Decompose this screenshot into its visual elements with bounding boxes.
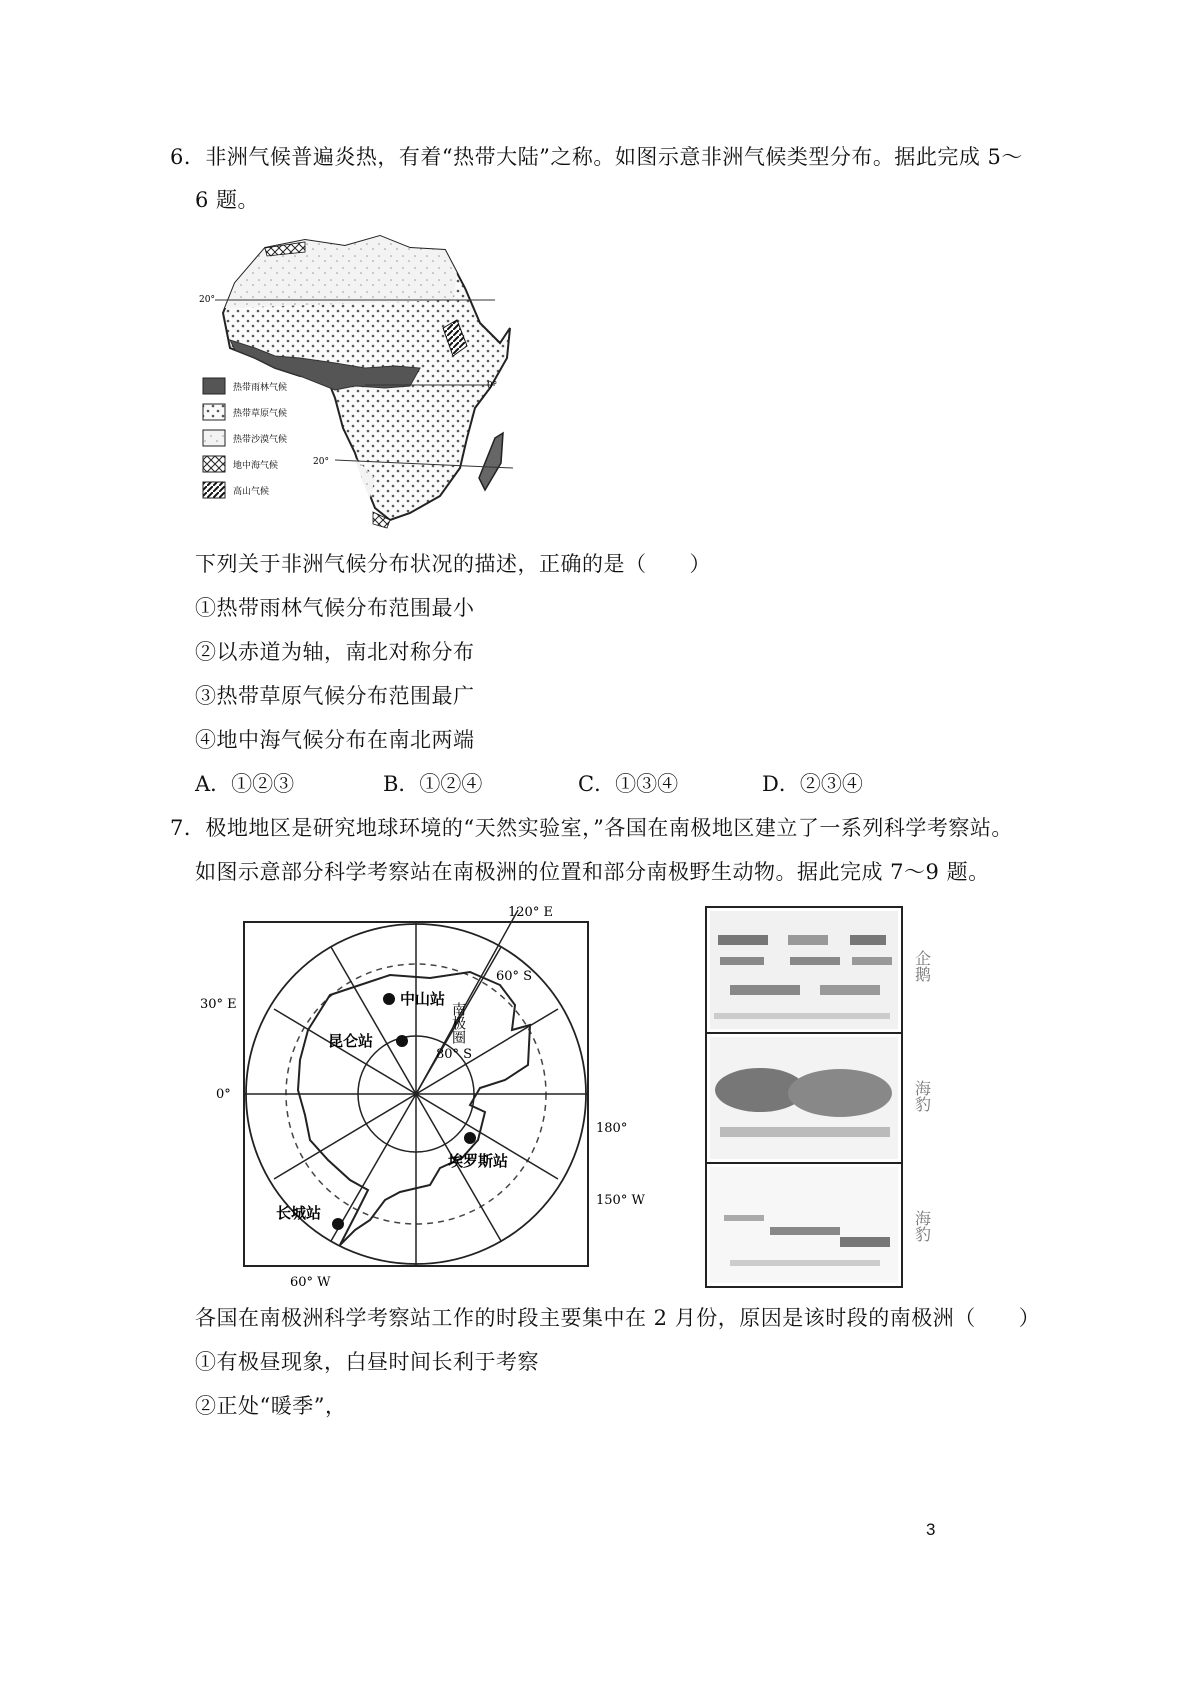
q7-statement-1: ①有极昼现象，白昼时间长利于考察 bbox=[195, 1350, 539, 1374]
station-ross-dot bbox=[464, 1132, 476, 1144]
label-30e: 30° E bbox=[200, 997, 237, 1012]
label-60w: 60° W bbox=[290, 1275, 331, 1290]
q7-stem-line2: 如图示意部分科学考察站在南极洲的位置和部分南极野生动物。据此完成 7～9 题。 bbox=[195, 860, 990, 884]
q6-option-c[interactable]: C．①③④ bbox=[578, 772, 679, 796]
station-changcheng-dot bbox=[332, 1218, 344, 1230]
label-150w: 150° W bbox=[596, 1193, 645, 1208]
penguin-image bbox=[710, 911, 898, 1029]
antarctica-map bbox=[200, 900, 660, 1300]
legend-desert: 热带沙漠气候 bbox=[233, 435, 288, 445]
legend-highland: 高山气候 bbox=[233, 487, 270, 497]
africa-climate-map bbox=[195, 228, 525, 538]
q6-option-b[interactable]: B．①②④ bbox=[383, 772, 483, 796]
q6-stem-line2: 6 题。 bbox=[195, 188, 260, 212]
q7-question: 各国在南极洲科学考察站工作的时段主要集中在 2 月份，原因是该时段的南极洲（ ） bbox=[195, 1306, 1041, 1330]
q6-statement-4: ④地中海气候分布在南北两端 bbox=[195, 728, 475, 752]
lat-label-20s: 20° bbox=[313, 457, 329, 467]
lat-label-0: 0° bbox=[487, 381, 498, 391]
q6-question: 下列关于非洲气候分布状况的描述，正确的是（ ） bbox=[195, 552, 711, 576]
label-80s: 80° S bbox=[436, 1047, 473, 1062]
station-zhongshan-label: 中山站 bbox=[400, 990, 446, 1008]
legend-rainforest: 热带雨林气候 bbox=[233, 383, 288, 393]
map-legend bbox=[203, 378, 287, 498]
q7-stem-line1: 7．极地地区是研究地球环境的“天然实验室，”各国在南极地区建立了一系列科学考察站。 bbox=[170, 816, 1013, 840]
q6-option-a[interactable]: A．①②③ bbox=[195, 772, 295, 796]
q6-stem-line1: 6．非洲气候普遍炎热，有着“热带大陆”之称。如图示意非洲气候类型分布。据此完成 5～ bbox=[170, 145, 1023, 169]
q6-statement-1: ①热带雨林气候分布范围最小 bbox=[195, 596, 475, 620]
q6-statement-3: ③热带草原气候分布范围最广 bbox=[195, 684, 475, 708]
label-180: 180° bbox=[596, 1121, 628, 1136]
leopard-seal-image bbox=[710, 1167, 898, 1283]
animal-label-penguin: 企鹅 bbox=[912, 950, 932, 982]
animal-label-seal: 海豹 bbox=[912, 1080, 932, 1112]
q6-statement-2: ②以赤道为轴，南北对称分布 bbox=[195, 640, 475, 664]
seal-image bbox=[710, 1037, 898, 1159]
station-ross-label: 埃罗斯站 bbox=[448, 1152, 509, 1170]
station-kunlun-dot bbox=[396, 1035, 408, 1047]
lat-label-20n: 20° bbox=[199, 295, 215, 305]
label-120e: 120° E bbox=[508, 905, 553, 920]
station-zhongshan-dot bbox=[383, 993, 395, 1005]
q7-statement-2: ②正处“暖季”， bbox=[195, 1394, 347, 1418]
animal-panel bbox=[700, 905, 950, 1290]
legend-savanna: 热带草原气候 bbox=[233, 409, 288, 419]
page-number: 3 bbox=[926, 1520, 936, 1539]
q6-option-d[interactable]: D．②③④ bbox=[762, 772, 863, 796]
station-kunlun-label: 昆仑站 bbox=[328, 1032, 374, 1050]
animal-label-leopard-seal: 海豹 bbox=[912, 1210, 932, 1242]
label-60s: 60° S bbox=[496, 969, 533, 984]
label-0: 0° bbox=[216, 1087, 231, 1102]
station-changcheng-label: 长城站 bbox=[276, 1204, 322, 1222]
label-antarctic-circle: 南极圈 bbox=[450, 1002, 466, 1044]
legend-mediterranean: 地中海气候 bbox=[233, 461, 279, 471]
